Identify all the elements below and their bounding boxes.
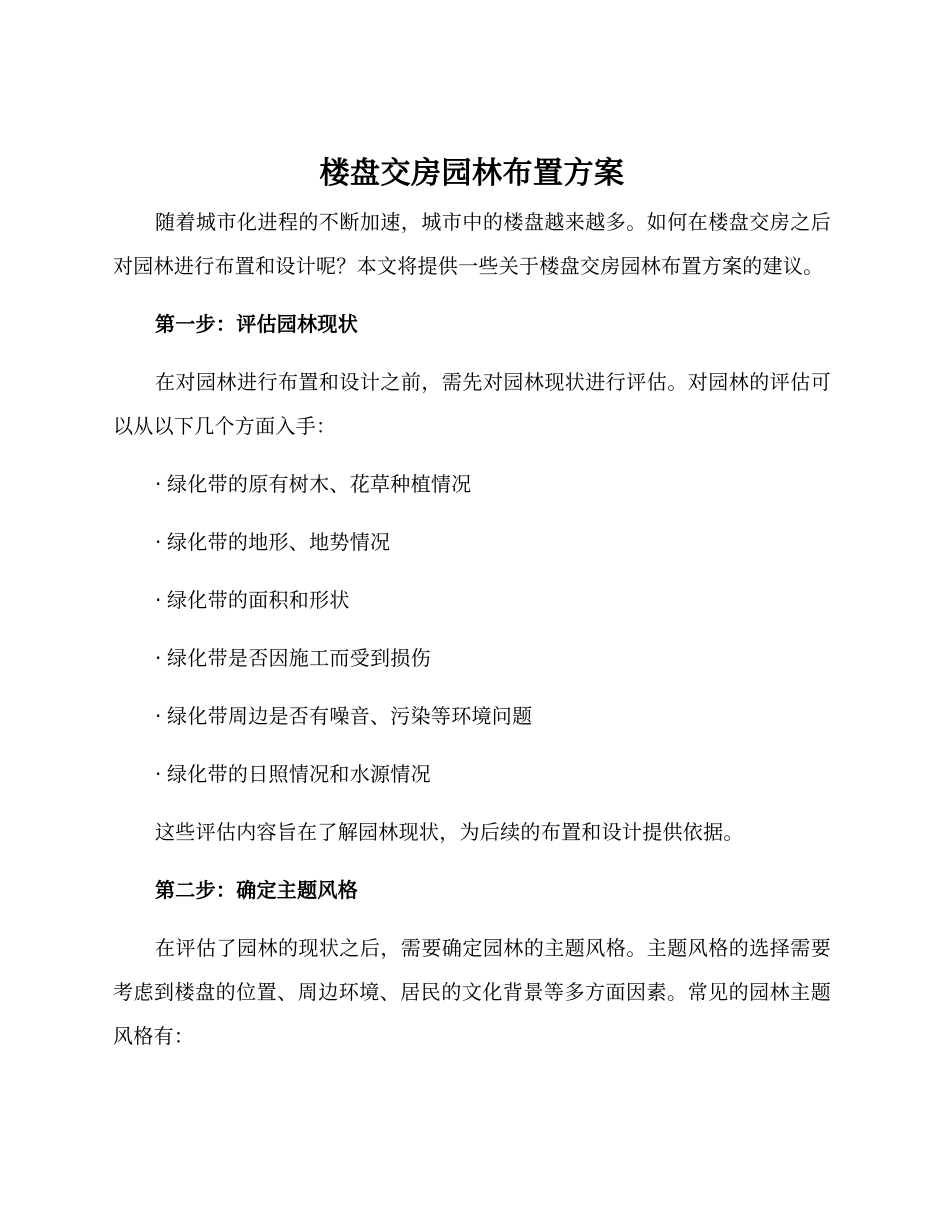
step2-heading: 第二步：确定主题风格 bbox=[155, 878, 358, 902]
bullet-item bbox=[155, 578, 831, 622]
bullet-item bbox=[155, 462, 831, 506]
bullet-text: 绿化带的原有树木、花草种植情况 bbox=[167, 472, 472, 496]
bullet-marker: · bbox=[155, 704, 162, 728]
document-title: 楼盘交房园林布置方案 bbox=[319, 156, 625, 191]
bullet-text: 绿化带的面积和形状 bbox=[167, 588, 350, 612]
intro-paragraph: 随着城市化进程的不断加速，城市中的楼盘越来越多。如何在楼盘交房之后对园林进行布置和设计呢？本文将提供一些关于楼盘交房园林布置方案的建议。 bbox=[113, 210, 831, 278]
step1-conclusion: 这些评估内容旨在了解园林现状，为后续的布置和设计提供依据。 bbox=[155, 820, 744, 844]
bullet-marker: · bbox=[155, 762, 162, 786]
bullet-text: 绿化带的日照情况和水源情况 bbox=[167, 762, 431, 786]
bullet-text: 绿化带是否因施工而受到损伤 bbox=[167, 646, 431, 670]
bullet-text: 绿化带周边是否有噪音、污染等环境问题 bbox=[167, 704, 533, 728]
bullet-item bbox=[155, 752, 831, 796]
bullet-item bbox=[155, 520, 831, 564]
step1-paragraph: 在对园林进行布置和设计之前，需先对园林现状进行评估。对园林的评估可以从以下几个方面入手： bbox=[113, 370, 831, 438]
bullet-item bbox=[155, 694, 831, 738]
bullet-item bbox=[155, 636, 831, 680]
bullet-marker: · bbox=[155, 472, 162, 496]
bullet-marker: · bbox=[155, 646, 162, 670]
bullet-marker: · bbox=[155, 588, 162, 612]
bullet-text: 绿化带的地形、地势情况 bbox=[167, 530, 391, 554]
bullet-marker: · bbox=[155, 530, 162, 554]
step1-heading: 第一步：评估园林现状 bbox=[155, 312, 358, 336]
step2-paragraph: 在评估了园林的现状之后，需要确定园林的主题风格。主题风格的选择需要考虑到楼盘的位置、周边环境、居民的文化背景等多方面因素。常见的园林主题风格有： bbox=[113, 936, 831, 1048]
document-page bbox=[113, 150, 831, 1072]
